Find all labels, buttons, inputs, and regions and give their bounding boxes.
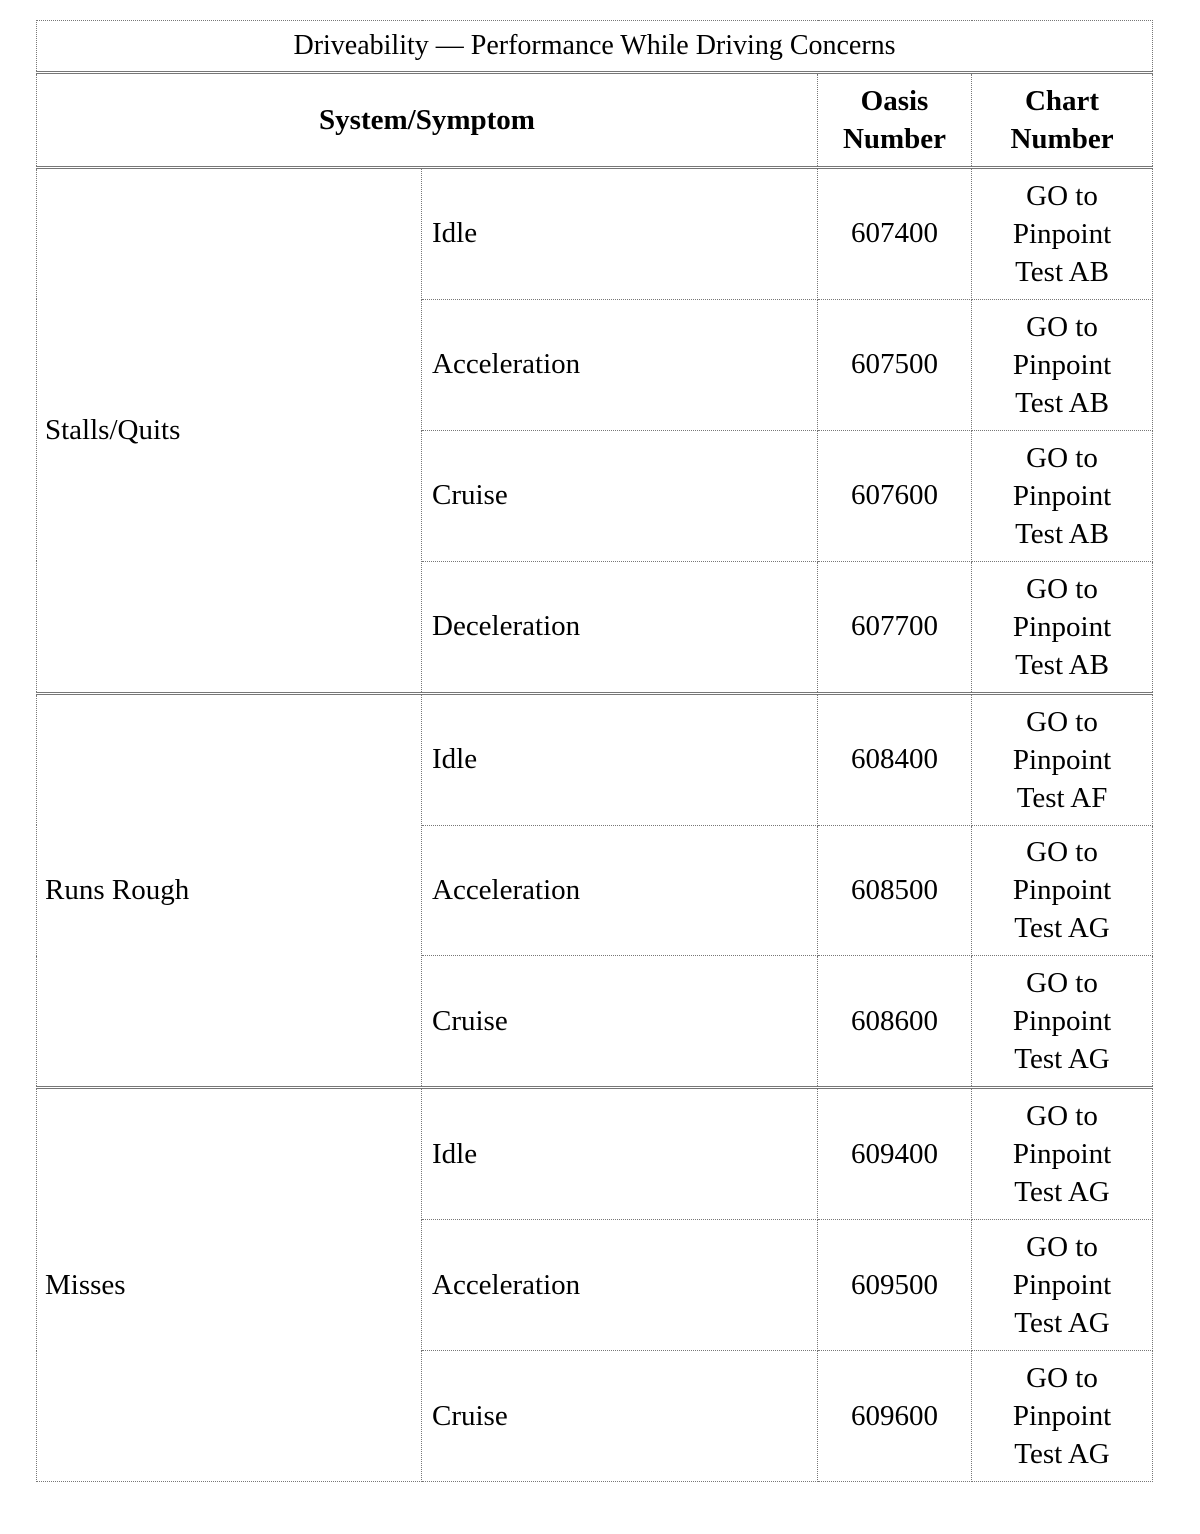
chart-line: GO to	[1026, 179, 1098, 212]
chart-line: Test AG	[1014, 912, 1110, 945]
chart-line: Test AG	[1014, 1438, 1110, 1471]
chart-line: GO to	[1026, 441, 1098, 474]
oasis-number-cell: 608600	[818, 956, 972, 1088]
header-chart-number	[972, 73, 1153, 168]
chart-line: Pinpoint	[1012, 1269, 1112, 1302]
header-oasis-line1: Oasis	[860, 85, 929, 117]
chart-line: GO to	[1026, 1231, 1098, 1264]
symptom-cell: Deceleration	[422, 561, 818, 693]
chart-line: GO to	[1026, 967, 1098, 1000]
chart-number-cell	[972, 168, 1153, 300]
chart-line: GO to	[1026, 310, 1098, 343]
symptom-cell: Idle	[422, 1088, 818, 1220]
chart-line: Pinpoint	[1012, 348, 1112, 381]
oasis-number-cell: 607400	[818, 168, 972, 300]
header-oasis-line2: Number	[842, 123, 947, 155]
chart-line: Pinpoint	[1012, 1005, 1112, 1038]
chart-number-cell	[972, 1220, 1153, 1351]
oasis-number-cell: 609500	[818, 1220, 972, 1351]
table-row	[37, 1088, 1153, 1220]
symptom-cell: Cruise	[422, 1351, 818, 1482]
chart-line: Pinpoint	[1012, 874, 1112, 907]
symptom-cell: Cruise	[422, 956, 818, 1088]
chart-line: Pinpoint	[1012, 1138, 1112, 1171]
chart-number-cell	[972, 1088, 1153, 1220]
oasis-number-cell: 607700	[818, 561, 972, 693]
chart-line: GO to	[1026, 836, 1098, 869]
chart-line: Test AB	[1015, 648, 1109, 681]
chart-line: Pinpoint	[1012, 610, 1112, 643]
chart-line: Test AG	[1014, 1043, 1110, 1076]
symptom-cell: Idle	[422, 693, 818, 825]
chart-number-cell	[972, 825, 1153, 956]
system-cell: Misses	[37, 1088, 422, 1482]
header-chart-line1: Chart	[1024, 85, 1100, 117]
chart-line: Pinpoint	[1012, 217, 1112, 250]
oasis-number-cell: 608500	[818, 825, 972, 956]
chart-number-cell	[972, 561, 1153, 693]
oasis-number-cell: 609600	[818, 1351, 972, 1482]
chart-number-cell	[972, 430, 1153, 561]
table-caption: Driveability — Performance While Driving Concerns	[37, 21, 1153, 73]
chart-line: Pinpoint	[1012, 479, 1112, 512]
oasis-number-cell: 608400	[818, 693, 972, 825]
chart-line: Test AB	[1015, 255, 1109, 288]
chart-line: Test AG	[1014, 1176, 1110, 1209]
chart-line: Pinpoint	[1012, 743, 1112, 776]
symptom-cell: Cruise	[422, 430, 818, 561]
oasis-number-cell: 609400	[818, 1088, 972, 1220]
chart-number-cell	[972, 299, 1153, 430]
symptom-cell: Acceleration	[422, 299, 818, 430]
chart-line: Test AF	[1016, 781, 1108, 814]
symptom-cell: Acceleration	[422, 1220, 818, 1351]
header-oasis-number	[818, 73, 972, 168]
chart-line: Test AG	[1014, 1307, 1110, 1340]
chart-line: GO to	[1026, 705, 1098, 738]
chart-number-cell	[972, 693, 1153, 825]
header-system-symptom: System/Symptom	[37, 73, 818, 168]
concerns-table	[36, 20, 1153, 1482]
chart-line: GO to	[1026, 572, 1098, 605]
symptom-cell: Idle	[422, 168, 818, 300]
symptom-cell: Acceleration	[422, 825, 818, 956]
system-cell: Stalls/Quits	[37, 168, 422, 694]
oasis-number-cell: 607500	[818, 299, 972, 430]
concerns-table-frame	[36, 20, 1152, 1482]
table-row	[37, 693, 1153, 825]
oasis-number-cell: 607600	[818, 430, 972, 561]
table-row	[37, 168, 1153, 300]
chart-line: Pinpoint	[1012, 1400, 1112, 1433]
chart-line: Test AB	[1015, 517, 1109, 550]
chart-line: GO to	[1026, 1100, 1098, 1133]
chart-number-cell	[972, 956, 1153, 1088]
chart-line: Test AB	[1015, 386, 1109, 419]
chart-line: GO to	[1026, 1362, 1098, 1395]
system-cell: Runs Rough	[37, 693, 422, 1088]
header-chart-line2: Number	[1010, 123, 1114, 155]
chart-number-cell	[972, 1351, 1153, 1482]
